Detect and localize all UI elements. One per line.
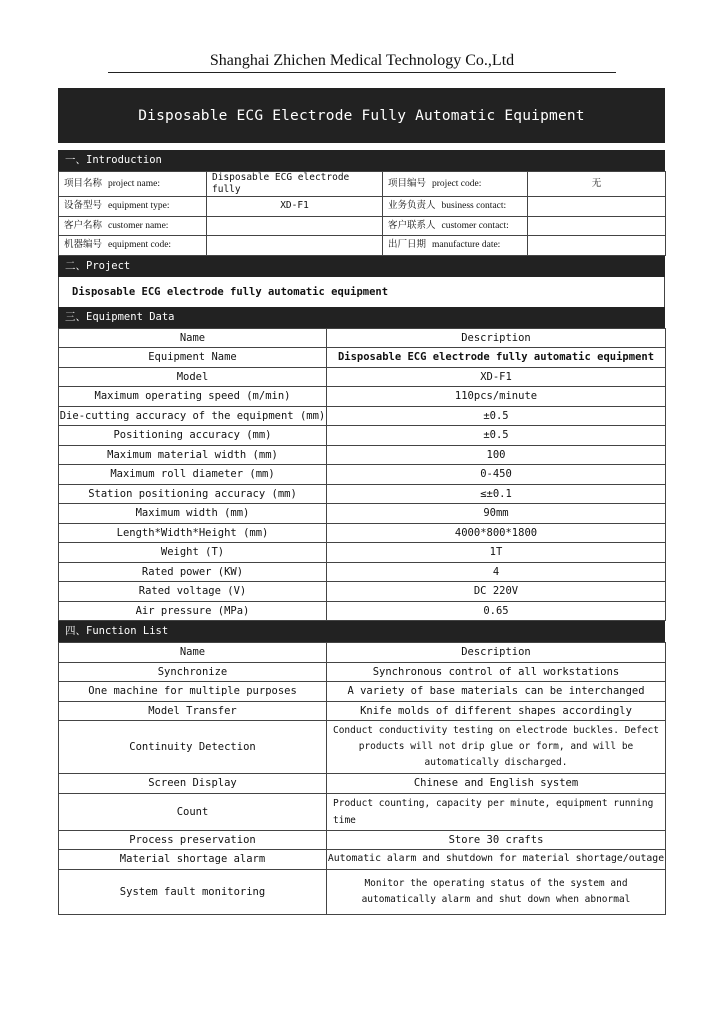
intro-label — [59, 236, 207, 256]
function-name: Process preservation — [59, 830, 327, 850]
intro-label-cn: 项目名称 — [64, 178, 103, 189]
intro-label-en: project name: — [108, 179, 160, 189]
table-row — [59, 523, 666, 543]
table-row — [59, 793, 666, 830]
equipment-param-name: Maximum operating speed (m/min) — [59, 387, 327, 407]
equipment-param-name: Air pressure (MPa) — [59, 601, 327, 621]
table-row — [59, 543, 666, 563]
intro-label-cn: 业务负责人 — [388, 200, 436, 212]
equipment-param-name: Model — [59, 367, 327, 387]
document-title: Disposable ECG Electrode Fully Automatic Equipment — [58, 88, 665, 143]
table-row — [59, 701, 666, 721]
table-row — [59, 348, 666, 368]
equipment-param-value: ±0.5 — [327, 406, 666, 426]
equipment-param-value: 0.65 — [327, 601, 666, 621]
function-description: Monitor the operating status of the system and automatically alarm and shut down when abnormal — [327, 869, 666, 914]
intro-label-en: equipment type: — [108, 201, 170, 212]
column-header-name: Name — [59, 328, 327, 348]
table-row — [59, 601, 666, 621]
table-row — [59, 682, 666, 702]
table-row — [59, 367, 666, 387]
equipment-param-name: Equipment Name — [59, 348, 327, 368]
section-equipment-data-heading: 三、Equipment Data — [58, 307, 665, 328]
intro-value — [528, 216, 666, 236]
equipment-param-value: 4 — [327, 562, 666, 582]
equipment-param-name: Rated power (KW) — [59, 562, 327, 582]
intro-value — [207, 216, 383, 236]
equipment-param-value: 0-450 — [327, 465, 666, 485]
table-row — [59, 406, 666, 426]
equipment-param-value: DC 220V — [327, 582, 666, 602]
equipment-param-name: Weight (T) — [59, 543, 327, 563]
intro-label-cn: 机器编号 — [64, 239, 103, 251]
intro-label-cn: 客户联系人 — [388, 219, 436, 231]
intro-value — [528, 236, 666, 256]
equipment-param-value: XD-F1 — [327, 367, 666, 387]
equipment-param-value: ≤±0.1 — [327, 484, 666, 504]
equipment-param-value: 1T — [327, 543, 666, 563]
equipment-data-table — [58, 328, 666, 622]
intro-label — [59, 197, 207, 217]
equipment-param-value: 100 — [327, 445, 666, 465]
equipment-param-name: Station positioning accuracy (mm) — [59, 484, 327, 504]
intro-value: XD-F1 — [207, 197, 383, 217]
intro-label — [59, 216, 207, 236]
equipment-param-name: Maximum material width (mm) — [59, 445, 327, 465]
function-name: Model Transfer — [59, 701, 327, 721]
function-name: Screen Display — [59, 774, 327, 794]
intro-label — [383, 172, 528, 197]
intro-value — [207, 236, 383, 256]
equipment-param-name: Die-cutting accuracy of the equipment (mm) — [59, 406, 327, 426]
function-description: Product counting, capacity per minute, equipment running time — [327, 793, 666, 830]
intro-label-en: customer name: — [108, 220, 169, 231]
intro-value — [528, 197, 666, 217]
intro-label-en: manufacture date: — [432, 240, 501, 251]
function-name: Count — [59, 793, 327, 830]
section-project-heading: 二、Project — [58, 256, 665, 277]
function-name: Synchronize — [59, 662, 327, 682]
table-header-row — [59, 328, 666, 348]
table-row — [59, 562, 666, 582]
intro-row — [59, 197, 666, 217]
intro-value: 无 — [528, 172, 666, 197]
equipment-param-value: 110pcs/minute — [327, 387, 666, 407]
equipment-param-name: Rated voltage (V) — [59, 582, 327, 602]
intro-label-en: customer contact: — [441, 220, 509, 231]
function-list-table — [58, 642, 666, 915]
equipment-param-value: 90mm — [327, 504, 666, 524]
function-description: A variety of base materials can be interchanged — [327, 682, 666, 702]
intro-label-cn: 客户名称 — [64, 219, 103, 231]
table-row — [59, 582, 666, 602]
table-row — [59, 662, 666, 682]
introduction-table — [58, 171, 666, 256]
column-header-name: Name — [59, 643, 327, 663]
function-description: Conduct conductivity testing on electrode buckles. Defect products will not drip glue or form, and will be automatically discharged. — [327, 721, 666, 774]
equipment-param-value: ±0.5 — [327, 426, 666, 446]
header-rule — [108, 72, 616, 73]
table-row — [59, 504, 666, 524]
column-header-description: Description — [327, 328, 666, 348]
table-row — [59, 426, 666, 446]
column-header-description: Description — [327, 643, 666, 663]
section-function-list-heading: 四、Function List — [58, 621, 665, 642]
function-description: Knife molds of different shapes accordingly — [327, 701, 666, 721]
function-description: Automatic alarm and shutdown for material shortage/outage — [327, 850, 666, 870]
intro-label-cn: 出厂日期 — [388, 239, 427, 251]
intro-row — [59, 172, 666, 197]
table-row — [59, 445, 666, 465]
intro-label-cn: 设备型号 — [64, 200, 103, 212]
section-introduction-heading: 一、Introduction — [58, 150, 665, 171]
equipment-param-name: Maximum roll diameter (mm) — [59, 465, 327, 485]
project-text: Disposable ECG electrode fully automatic equipment — [58, 277, 665, 307]
table-row — [59, 465, 666, 485]
intro-label-en: equipment code: — [108, 240, 172, 251]
function-name: System fault monitoring — [59, 869, 327, 914]
intro-row — [59, 216, 666, 236]
intro-value: Disposable ECG electrode fully — [207, 172, 383, 197]
equipment-param-name: Positioning accuracy (mm) — [59, 426, 327, 446]
function-description: Store 30 crafts — [327, 830, 666, 850]
equipment-param-name: Length*Width*Height (mm) — [59, 523, 327, 543]
intro-label — [383, 236, 528, 256]
intro-label-en: business contact: — [441, 201, 507, 212]
document-body — [58, 150, 665, 915]
intro-label — [383, 197, 528, 217]
intro-label — [383, 216, 528, 236]
table-row — [59, 721, 666, 774]
equipment-param-name: Maximum width (mm) — [59, 504, 327, 524]
table-row — [59, 484, 666, 504]
function-name: Material shortage alarm — [59, 850, 327, 870]
table-row — [59, 774, 666, 794]
equipment-param-value: Disposable ECG electrode fully automatic equipment — [327, 348, 666, 368]
intro-row — [59, 236, 666, 256]
table-header-row — [59, 643, 666, 663]
function-description: Synchronous control of all workstations — [327, 662, 666, 682]
table-row — [59, 850, 666, 870]
intro-label-cn: 项目编号 — [388, 178, 427, 189]
table-row — [59, 869, 666, 914]
function-name: One machine for multiple purposes — [59, 682, 327, 702]
table-row — [59, 387, 666, 407]
equipment-param-value: 4000*800*1800 — [327, 523, 666, 543]
function-name: Continuity Detection — [59, 721, 327, 774]
table-row — [59, 830, 666, 850]
company-name: Shanghai Zhichen Medical Technology Co.,Ltd — [209, 52, 515, 69]
intro-label — [59, 172, 207, 197]
intro-label-en: project code: — [432, 179, 482, 189]
function-description: Chinese and English system — [327, 774, 666, 794]
